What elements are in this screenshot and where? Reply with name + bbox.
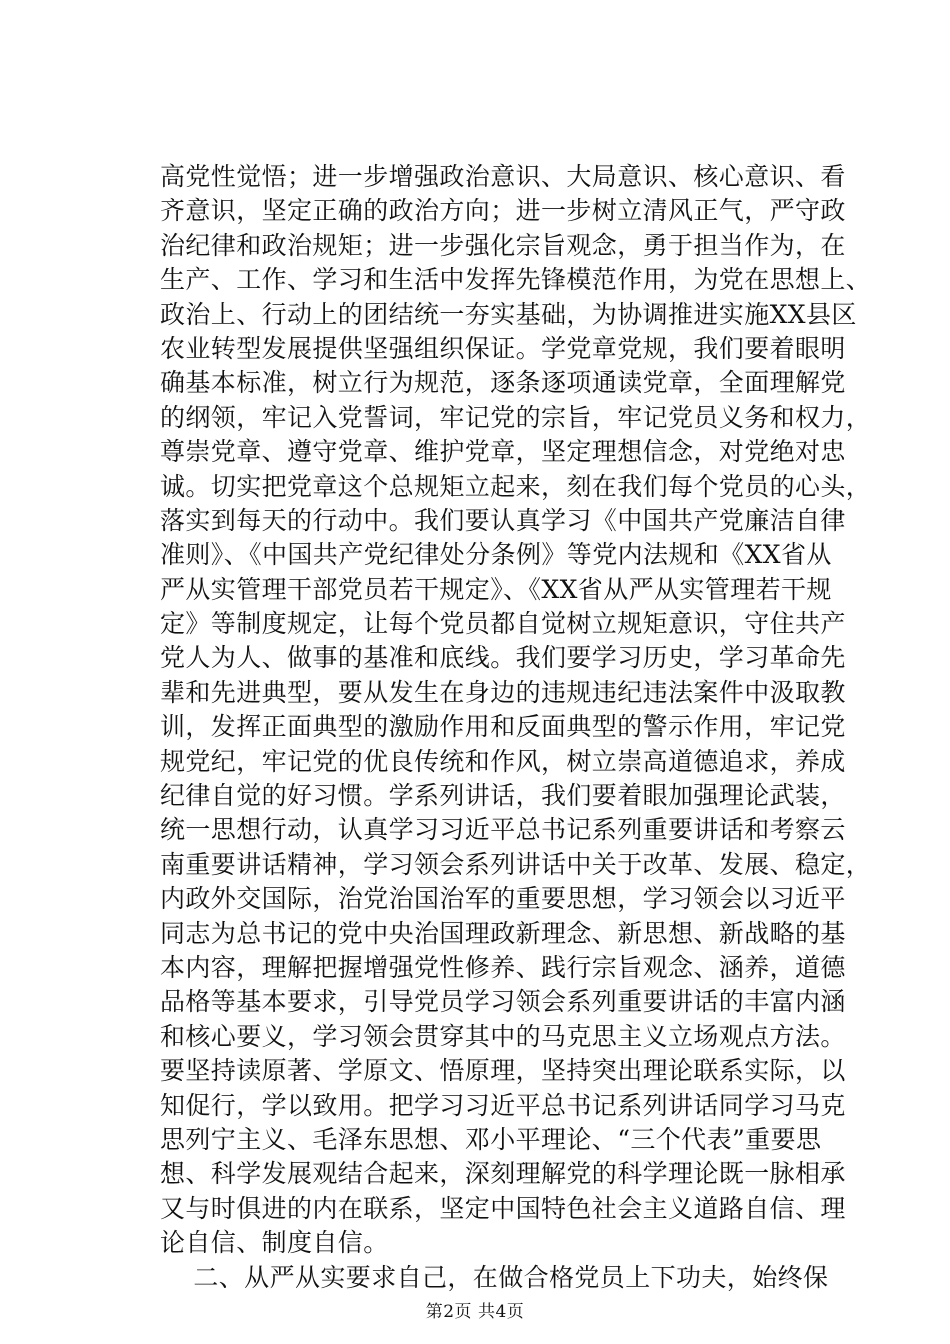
text-line: 要坚持读原著、学原文、悟原理，坚持突出理论联系实际，以 <box>160 1056 846 1086</box>
text-line: 思列宁主义、毛泽东思想、邓小平理论、“三个代表”重要思 <box>160 1124 822 1154</box>
text-line: 准则》、《中国共产党纪律处分条例》等党内法规和《XX省从 <box>160 540 832 570</box>
text-line: 生产、工作、学习和生活中发挥先锋模范作用，为党在思想上、 <box>160 265 872 295</box>
text-line: 严从实管理干部党员若干规定》、《XX省从严从实管理若干规 <box>160 574 832 604</box>
text-line: 确基本标准，树立行为规范，逐条逐项通读党章，全面理解党 <box>160 368 846 398</box>
text-line: 规党纪，牢记党的优良传统和作风，树立崇高道德追求，养成 <box>160 746 846 776</box>
text-line: 落实到每天的行动中。我们要认真学习《中国共产党廉洁自律 <box>160 505 846 535</box>
text-line: 尊崇党章、遵守党章、维护党章，坚定理想信念，对党绝对忠 <box>160 437 846 467</box>
text-line: 农业转型发展提供坚强组织保证。学党章党规，我们要着眼明 <box>160 333 846 363</box>
text-line: 内政外交国际，治党治国治军的重要思想，学习领会以习近平 <box>160 884 846 914</box>
text-line: 同志为总书记的党中央治国理政新理念、新思想、新战略的基 <box>160 918 846 948</box>
text-line: 本内容，理解把握增强党性修养、践行宗旨观念、涵养，道德 <box>160 952 846 982</box>
text-line: 定》等制度规定，让每个党员都自觉树立规矩意识，守住共产 <box>160 609 846 639</box>
text-line: 和核心要义，学习领会贯穿其中的马克思主义立场观点方法。 <box>160 1021 846 1051</box>
text-line: 诚。切实把党章这个总规矩立起来，刻在我们每个党员的心头， <box>160 471 872 501</box>
text-line: 知促行，学以致用。把学习习近平总书记系列讲话同学习马克 <box>160 1090 846 1120</box>
text-line: 辈和先进典型，要从发生在身边的违规违纪违法案件中汲取教 <box>160 677 846 707</box>
text-line: 又与时俱进的内在联系，坚定中国特色社会主义道路自信、理 <box>160 1193 846 1223</box>
text-line: 治纪律和政治规矩；进一步强化宗旨观念，勇于担当作为，在 <box>160 230 846 260</box>
page-footer: 第2页 共4页 <box>425 1302 525 1322</box>
text-line: 纪律自觉的好习惯。学系列讲话，我们要着眼加强理论武装， <box>160 781 846 811</box>
text-line: 党人为人、做事的基准和底线。我们要学习历史，学习革命先 <box>160 643 846 673</box>
body-text <box>160 160 872 1295</box>
text-line: 二、从严从实要求自己，在做合格党员上下功夫，始终保 <box>160 1262 829 1292</box>
text-line: 训，发挥正面典型的激励作用和反面典型的警示作用，牢记党 <box>160 712 846 742</box>
text-line: 论自信、制度自信。 <box>160 1228 389 1258</box>
text-line: 南重要讲话精神，学习领会系列讲话中关于改革、发展、稳定， <box>160 849 872 879</box>
text-line: 的纲领，牢记入党誓词，牢记党的宗旨，牢记党员义务和权力， <box>160 402 872 432</box>
text-line: 统一思想行动，认真学习习近平总书记系列重要讲话和考察云 <box>160 815 846 845</box>
text-line: 高党性觉悟；进一步增强政治意识、大局意识、核心意识、看 <box>160 162 846 191</box>
text-line: 齐意识，坚定正确的政治方向；进一步树立清风正气，严守政 <box>160 196 846 226</box>
text-line: 政治上、行动上的团结统一夯实基础，为协调推进实施XX县区 <box>160 299 857 329</box>
text-line: 品格等基本要求，引导党员学习领会系列重要讲话的丰富内涵 <box>160 987 846 1017</box>
text-line: 想、科学发展观结合起来，深刻理解党的科学理论既一脉相承 <box>160 1159 846 1189</box>
